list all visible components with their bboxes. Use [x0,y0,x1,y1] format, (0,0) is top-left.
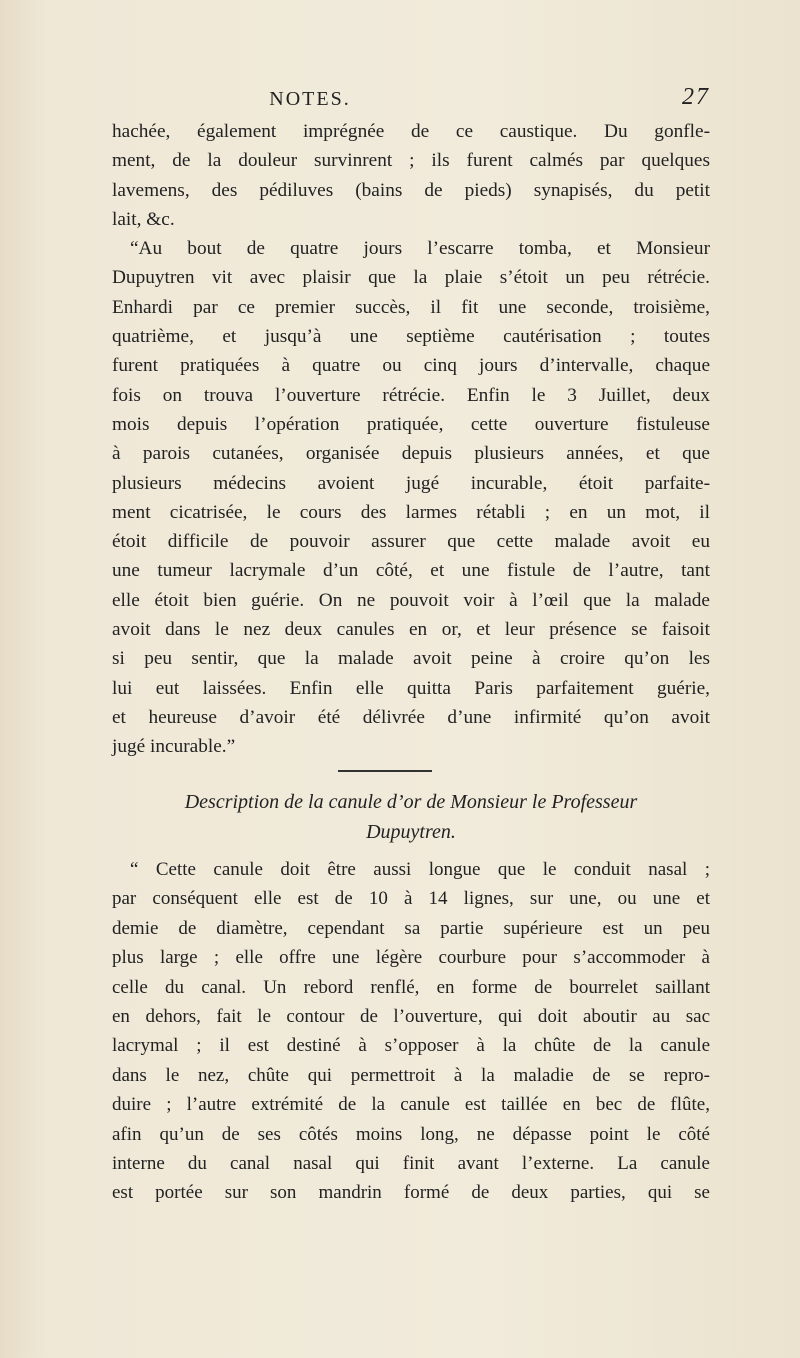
text-line: hachée, également imprégnée de ce caustique. Du gonfle- [112,121,710,142]
text-line: “ Cette canule doit être aussi longue que le conduit nasal ; [130,859,710,880]
text-line: ment cicatrisée, le cours des larmes rétabli ; en un mot, il [112,501,710,523]
text-line: à parois cutanées, organisée depuis plusieurs années, et que [112,443,710,465]
running-head-title: NOTES. [269,88,351,110]
text-line: Dupuytren vit avec plaisir que la plaie s’étoit un peu rétrécie. [112,267,710,289]
text-line: celle du canal. Un rebord renflé, en forme de bourrelet saillant [112,976,710,998]
text-line: interne du canal nasal qui finit avant l’externe. La canule [112,1153,710,1175]
text-line: fois on trouva l’ouverture rétrécie. Enfin le 3 Juillet, deux [112,384,710,406]
text-line: “Au bout de quatre jours l’escarre tomba, et Monsieur [130,238,710,260]
text-line: Enhardi par ce premier succès, il fit une seconde, troisième, [112,296,710,318]
text-line: si peu sentir, que la malade avoit peine à croire qu’on les [112,648,710,670]
text-line: mois depuis l’opération pratiquée, cette ouverture fistuleuse [112,413,710,435]
page-number: 27 [682,84,710,110]
text-line: demie de diamètre, cependant sa partie supérieure est un peu [112,917,710,939]
text-line: lacrymal ; il est destiné à s’opposer à la chûte de la canule [112,1035,710,1057]
text-line: par conséquent elle est de 10 à 14 lignes, sur une, ou une et [112,888,710,910]
text-line: lavemens, des pédiluves (bains de pieds) synapisés, du petit [112,179,710,201]
text-line: en dehors, fait le contour de l’ouverture, qui doit aboutir au sac [112,1006,710,1028]
text-line: dans le nez, chûte qui permettroit à la maladie de se repro- [112,1064,710,1086]
text-line: elle étoit bien guérie. On ne pouvoit voir à l’œil que la malade [112,589,710,611]
text-line: et heureuse d’avoir été délivrée d’une infirmité qu’on avoit [112,706,710,728]
text-line: plus large ; elle offre une légère courbure pour s’accommoder à [112,947,710,969]
body-text-bottom [112,855,710,1208]
text-line: une tumeur lacrymale d’un côté, et une fistule de l’autre, tant [112,560,710,582]
text-line: lui eut laissées. Enfin elle quitta Paris parfaitement guérie, [112,677,710,699]
section-heading [112,787,710,847]
section-heading-line-1: Description de la canule d’or de Monsieur le Professeur [184,791,638,813]
text-line: quatrième, et jusqu’à une septième cautérisation ; toutes [112,326,710,348]
text-line: lait, &c. [112,208,175,230]
text-line: étoit difficile de pouvoir assurer que cette malade avoit eu [112,531,710,553]
text-line: duire ; l’autre extrémité de la canule est taillée en bec de flûte, [112,1094,710,1116]
text-line: avoit dans le nez deux canules en or, et leur présence se faisoit [112,619,710,641]
text-line: afin qu’un de ses côtés moins long, ne dépasse point le côté [112,1123,710,1145]
text-line: ment, de la douleur survinrent ; ils furent calmés par quelques [112,150,710,172]
section-divider [338,770,432,772]
text-line: est portée sur son mandrin formé de deux parties, qui se [112,1182,710,1204]
text-line: plusieurs médecins avoient jugé incurable, étoit parfaite- [112,472,710,494]
section-heading-line-2: Dupuytren. [366,821,456,843]
text-line: jugé incurable.” [112,736,236,758]
body-text-top [112,117,710,762]
text-line: furent pratiquées à quatre ou cinq jours d’intervalle, chaque [112,355,710,377]
